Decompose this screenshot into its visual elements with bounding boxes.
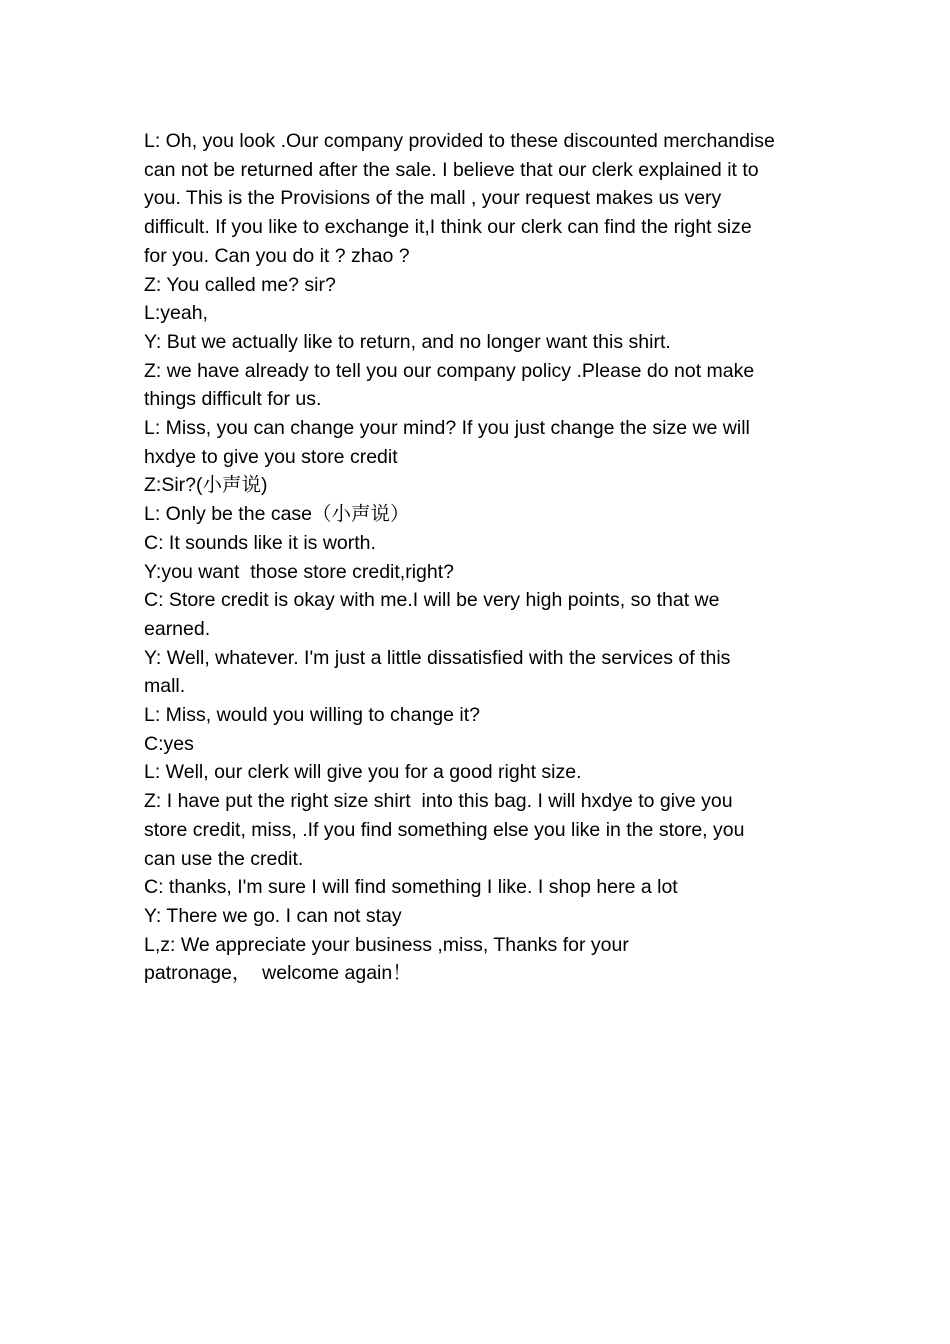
text-line: earned. xyxy=(144,617,211,640)
text-line: for you. Can you do it ? zhao ? xyxy=(144,244,410,267)
text-line: you. This is the Provisions of the mall , your request makes us very xyxy=(144,187,722,210)
text-line: things difficult for us. xyxy=(144,388,322,411)
text-line: Z: we have already to tell you our company policy .Please do not make xyxy=(144,359,755,382)
text-line: C: It sounds like it is worth. xyxy=(144,531,376,554)
text-line: C:yes xyxy=(144,732,194,755)
text-line: mall. xyxy=(144,675,186,698)
text-line: L:yeah, xyxy=(144,302,208,325)
text-line: Z: You called me? sir? xyxy=(144,273,336,296)
text-line: L: Only be the case（小声说） xyxy=(144,503,410,526)
text-line: can use the credit. xyxy=(144,847,304,870)
text-line: can not be returned after the sale. I believe that our clerk explained it to xyxy=(144,158,759,181)
text-line: Y: Well, whatever. I'm just a little dissatisfied with the services of this xyxy=(144,646,731,669)
text-line: difficult. If you like to exchange it,I think our clerk can find the right size xyxy=(144,216,752,239)
text-line: Y: But we actually like to return, and no longer want this shirt. xyxy=(144,330,671,353)
text-line: Z: I have put the right size shirt into this bag. I will hxdye to give you xyxy=(144,790,733,813)
text-line: L: Miss, would you willing to change it? xyxy=(144,704,481,727)
dialogue-text xyxy=(144,127,810,988)
text-line: Z:Sir?(小声说) xyxy=(144,474,268,497)
text-line: L: Well, our clerk will give you for a good right size. xyxy=(144,761,582,784)
text-line: Y:you want those store credit,right? xyxy=(144,560,455,583)
text-line: C: thanks, I'm sure I will find something I like. I shop here a lot xyxy=(144,876,678,899)
text-line: L: Miss, you can change your mind? If you just change the size we will xyxy=(144,417,750,440)
text-line: Y: There we go. I can not stay xyxy=(144,904,402,927)
text-line: L: Oh, you look .Our company provided to these discounted merchandise xyxy=(144,130,775,152)
text-line: L,z: We appreciate your business ,miss, Thanks for your xyxy=(144,933,629,956)
text-line: C: Store credit is okay with me.I will be very high points, so that we xyxy=(144,589,720,612)
text-line: hxdye to give you store credit xyxy=(144,445,398,468)
text-line: patronage， welcome again！ xyxy=(144,962,412,985)
text-line: store credit, miss, .If you find something else you like in the store, you xyxy=(144,818,745,841)
